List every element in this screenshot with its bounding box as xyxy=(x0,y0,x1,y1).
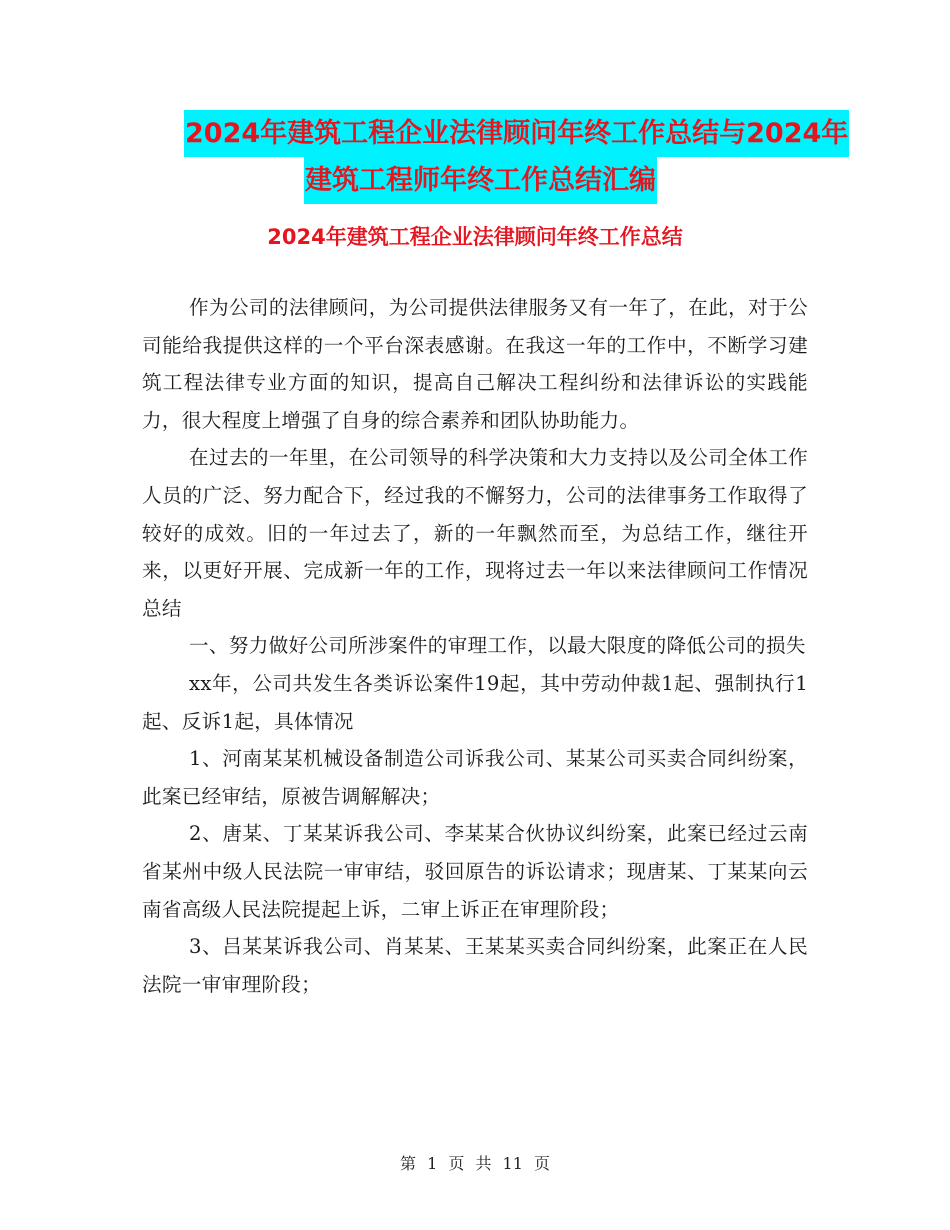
body-paragraph: 1、河南某某机械设备制造公司诉我公司、某某公司买卖合同纠纷案，此案已经审结，原被告调解解决； xyxy=(142,747,808,808)
body-paragraph: 作为公司的法律顾问，为公司提供法律服务又有一年了，在此，对于公司能给我提供这样的一个平台深表感谢。在我这一年的工作中，不断学习建筑工程法律专业方面的知识，提高自己解决工程纠纷和法律诉讼的实践能力，很大程度上增强了自身的综合素养和团队协助能力。 xyxy=(142,296,808,432)
page-footer: 第 1 页 共 11 页 xyxy=(400,1154,550,1173)
body-paragraph: 2、唐某、丁某某诉我公司、李某某合伙协议纠纷案，此案已经过云南省某州中级人民法院一审审结，驳回原告的诉讼请求；现唐某、丁某某向云南省高级人民法院提起上诉，二审上诉正在审理阶段； xyxy=(142,822,808,921)
document-body xyxy=(142,289,808,1003)
document-title-line-1: 2024年建筑工程企业法律顾问年终工作总结与2024年 xyxy=(184,110,849,157)
body-paragraph: xx年，公司共发生各类诉讼案件19起，其中劳动仲裁1起、强制执行1起、反诉1起，具体情况 xyxy=(142,671,808,733)
section-heading: 2024年建筑工程企业法律顾问年终工作总结 xyxy=(267,225,683,249)
body-paragraph: 3、吕某某诉我公司、肖某某、王某某买卖合同纠纷案，此案正在人民法院一审审理阶段； xyxy=(142,935,808,996)
document-title-line-2: 建筑工程师年终工作总结汇编 xyxy=(304,157,657,204)
body-paragraph: 在过去的一年里，在公司领导的科学决策和大力支持以及公司全体工作人员的广泛、努力配合下，经过我的不懈努力，公司的法律事务工作取得了较好的成效。旧的一年过去了，新的一年飘然而至，为总结工作，继往开来，以更好开展、完成新一年的工作，现将过去一年以来法律顾问工作情况总结 xyxy=(142,446,808,620)
body-paragraph: 一、努力做好公司所涉案件的审理工作，以最大限度的降低公司的损失 xyxy=(189,634,806,658)
